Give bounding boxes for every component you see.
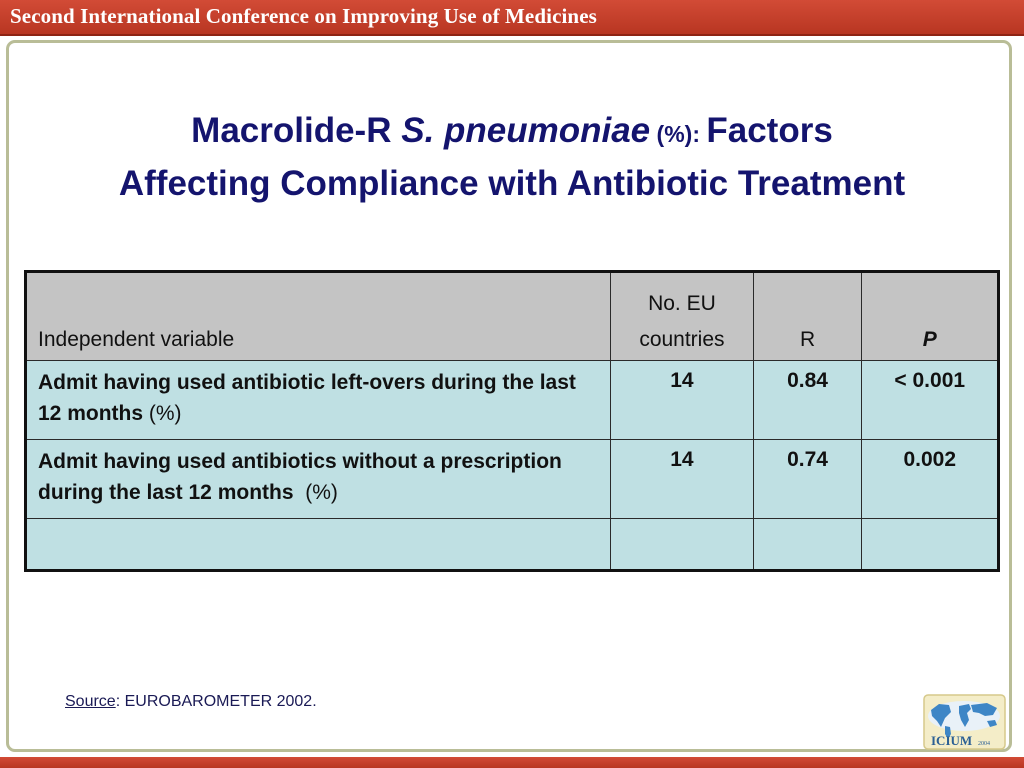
- title-part1: Macrolide-R: [191, 111, 402, 150]
- title-part2: Factors: [706, 111, 833, 150]
- table-row: [26, 361, 999, 440]
- title-percent: (%):: [650, 121, 707, 147]
- header-variable: Independent variable: [26, 272, 611, 361]
- table-row-empty: [26, 519, 999, 571]
- empty-cell: [753, 519, 862, 571]
- row-variable: [26, 361, 611, 440]
- row-r: 0.84: [753, 361, 862, 440]
- empty-cell: [26, 519, 611, 571]
- row-r: 0.74: [753, 440, 862, 519]
- logo-text: ICIUM: [931, 733, 973, 748]
- row-unit: (%): [148, 402, 182, 425]
- footer-bar: [0, 757, 1024, 768]
- header-countries-line1: No. EU: [648, 292, 716, 315]
- row-p: 0.002: [862, 440, 999, 519]
- row-countries: 14: [611, 361, 753, 440]
- table-row: [26, 440, 999, 519]
- row-variable: [26, 440, 611, 519]
- empty-cell: [611, 519, 753, 571]
- table-header-row: [26, 272, 999, 361]
- header-countries: [611, 272, 753, 361]
- slide-title: [20, 106, 1004, 208]
- row-variable-text: Admit having used antibiotic left-overs during the last 12 months: [38, 371, 576, 425]
- compliance-table: [24, 270, 1000, 572]
- logo-year: 2004: [978, 741, 990, 747]
- row-unit: (%): [305, 481, 338, 504]
- title-line2: Affecting Compliance with Antibiotic Treatment: [118, 164, 906, 203]
- banner-title: Second International Conference on Improving Use of Medicines: [10, 4, 597, 28]
- conference-banner: [0, 0, 1024, 36]
- world-map-logo-icon: [923, 694, 1006, 750]
- source-link[interactable]: Source: [65, 693, 116, 710]
- header-p: P: [862, 272, 999, 361]
- source-text: : EUROBAROMETER 2002.: [115, 693, 317, 710]
- row-variable-text: Admit having used antibiotics without a prescription during the last 12 months: [38, 450, 562, 504]
- row-p: < 0.001: [862, 361, 999, 440]
- header-countries-line2: countries: [639, 328, 725, 351]
- row-countries: 14: [611, 440, 753, 519]
- empty-cell: [862, 519, 999, 571]
- source-note: [65, 693, 317, 711]
- header-r: R: [753, 272, 862, 361]
- title-italic: S. pneumoniae: [401, 111, 651, 150]
